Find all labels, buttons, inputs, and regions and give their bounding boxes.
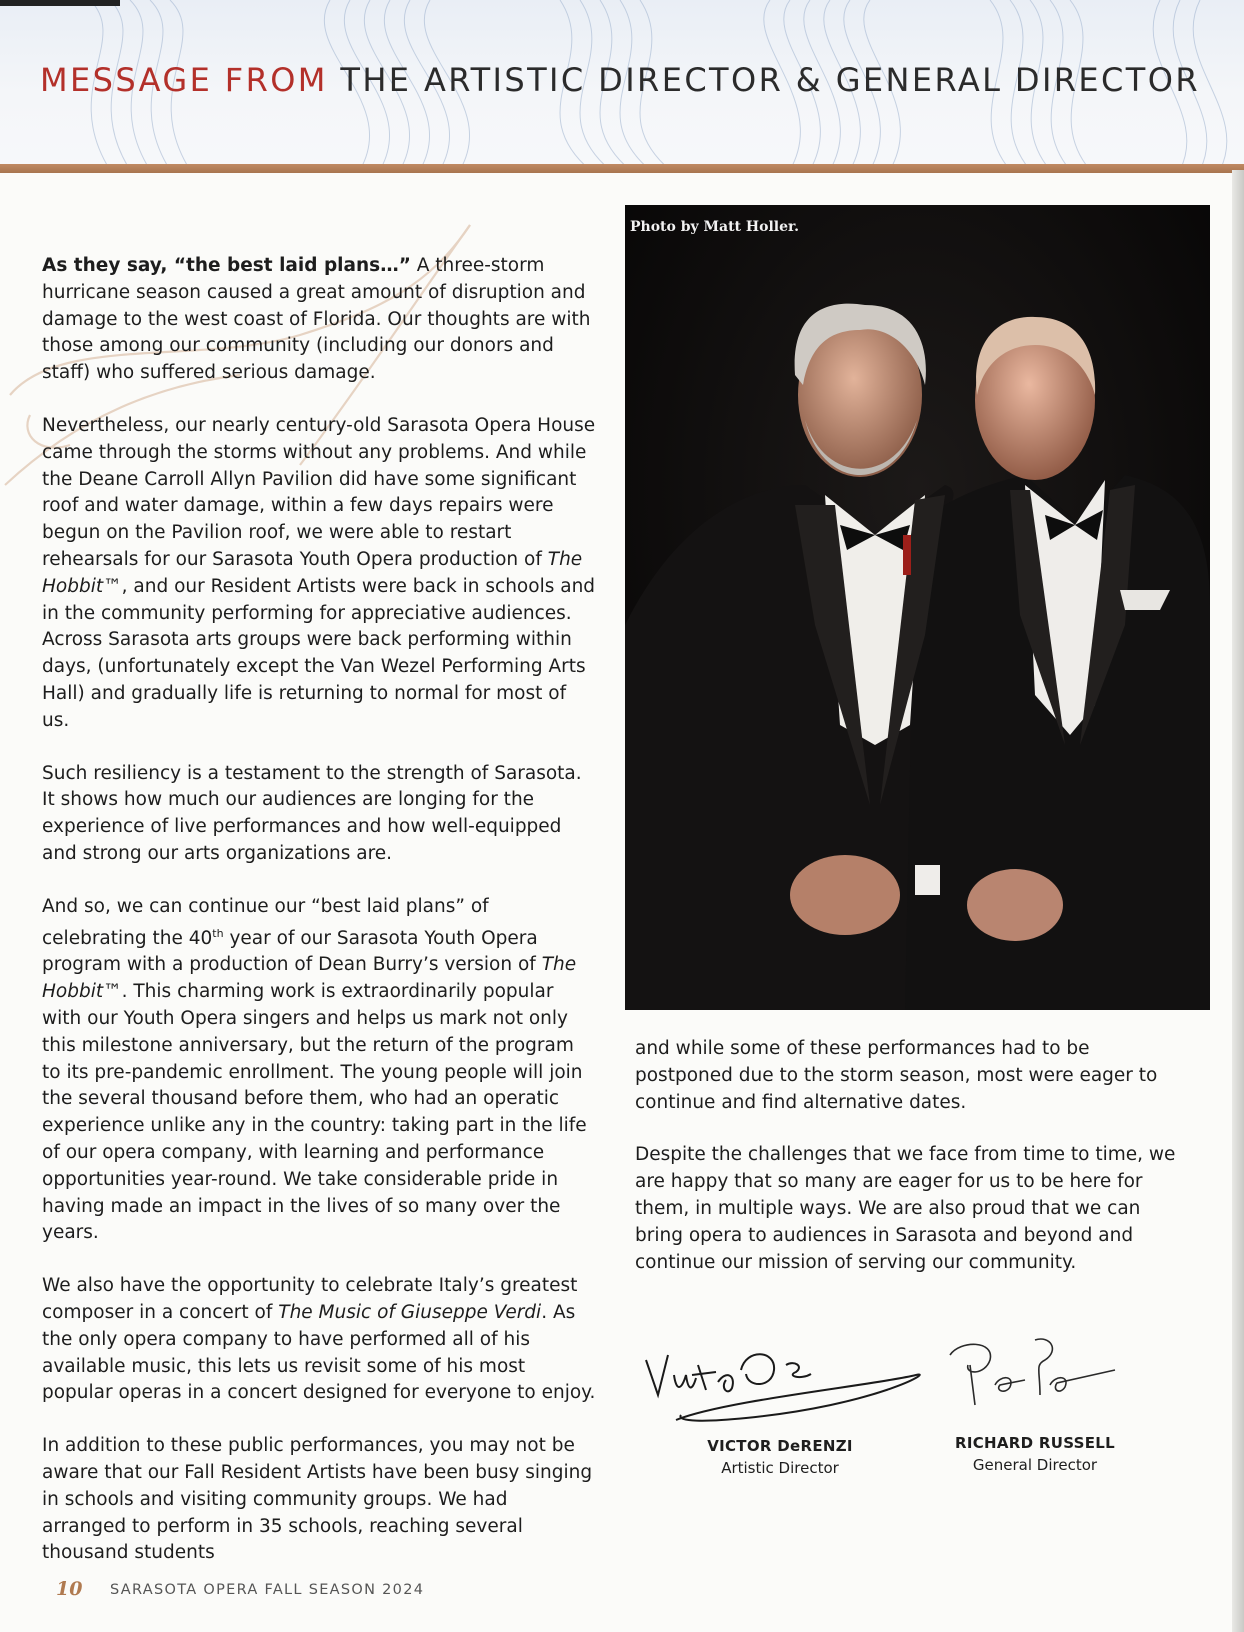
signature-richard-russell xyxy=(940,1335,1120,1415)
title-accent: MESSAGE FROM xyxy=(40,61,328,99)
paragraph: Nevertheless, our nearly century-old Sarasota Opera House came through the storms without any problems. And while the Deane Carroll Allyn Pavilion did have some significant roof and water damage, within a few days repairs were begun on the Pavilion roof, we were able to restart rehearsals for our Sarasota Youth Opera production of The Hobbit™, and our Resident Artists were back in schools and in the community performing for appreciative audiences. Across Sarasota arts groups were back performing within days, (unfortunately except the Van Wezel Performing Arts Hall) and gradually life is returning to normal for most of us. xyxy=(42,414,596,731)
signer-name: VICTOR DeRENZI xyxy=(707,1437,853,1455)
photo-portrait xyxy=(625,205,1210,1010)
header-rule xyxy=(0,164,1244,173)
article-column-left xyxy=(42,253,597,1593)
header-banner xyxy=(0,0,1244,170)
lead-in: As they say, “the best laid plans…” xyxy=(42,255,411,276)
photo-credit: Photo by Matt Holler. xyxy=(630,219,799,235)
paragraph: And so, we can continue our “best laid plans” of celebrating the 40th year of our Sarasota Youth Opera program with a production of Dean Burry’s version of The Hobbit™. This charming work is extraordinarily popular with our Youth Opera singers and helps us mark not only this milestone anniversary, but the return of the program to its pre-pandemic enrollment. The young people will join the several thousand before them, who had an operatic experience unlike any in the country: taking part in the life of our opera company, with learning and performance opportunities year-round. We take considerable pride in having made an impact in the lives of so many over the years. xyxy=(42,895,587,1244)
work-title: The Hobbit™ xyxy=(42,548,583,597)
signer-name: RICHARD RUSSELL xyxy=(954,1434,1116,1452)
page-number: 10 xyxy=(56,1578,83,1600)
paragraph: and while some of these performances had to be postponed due to the storm season, most were eager to continue and find alternative dates. xyxy=(635,1038,1158,1113)
title-main: THE ARTISTIC DIRECTOR & GENERAL DIRECTOR xyxy=(340,61,1200,99)
paragraph: Despite the challenges that we face from time to time, we are happy that so many are eager for us to be here for them, in multiple ways. We are also proud that we can bring opera to audiences in Sarasota and beyond and continue our mission of serving our community. xyxy=(635,1144,1176,1273)
article-column-right xyxy=(635,1036,1180,1302)
publication-title: SARASOTA OPERA FALL SEASON 2024 xyxy=(110,1582,425,1598)
work-title: The Music of Giuseppe Verdi xyxy=(278,1302,542,1324)
paragraph: As they say, “the best laid plans…” A three-storm hurricane season caused a great amount of disruption and damage to the west coast of Florida. Our thoughts are with those among our community (including our donors and staff) who suffered serious damage. xyxy=(42,255,591,384)
work-title: The Hobbit™ xyxy=(42,954,577,1003)
signer-role: General Director xyxy=(972,1456,1098,1474)
paragraph: We also have the opportunity to celebrate Italy’s greatest composer in a concert of The Music of Giuseppe Verdi. As the only opera company to have performed all of his available music, this lets us revisit some of his most popular operas in a concert designed for everyone to enjoy. xyxy=(42,1275,596,1404)
page-edge xyxy=(1232,170,1244,1632)
page-title xyxy=(40,60,1230,100)
paragraph: Such resiliency is a testament to the strength of Sarasota. It shows how much our audiences are longing for the experience of live performances and how well-equipped and strong our arts organizations are. xyxy=(42,762,582,864)
directors-photo xyxy=(625,205,1210,1010)
paragraph: In addition to these public performances, you may not be aware that our Fall Resident Artists have been busy singing in schools and visiting community groups. We had arranged to perform in 35 schools, reaching several thousand students xyxy=(42,1435,593,1564)
signer-role: Artistic Director xyxy=(721,1459,839,1477)
signature-victor-derenzi xyxy=(636,1330,926,1430)
